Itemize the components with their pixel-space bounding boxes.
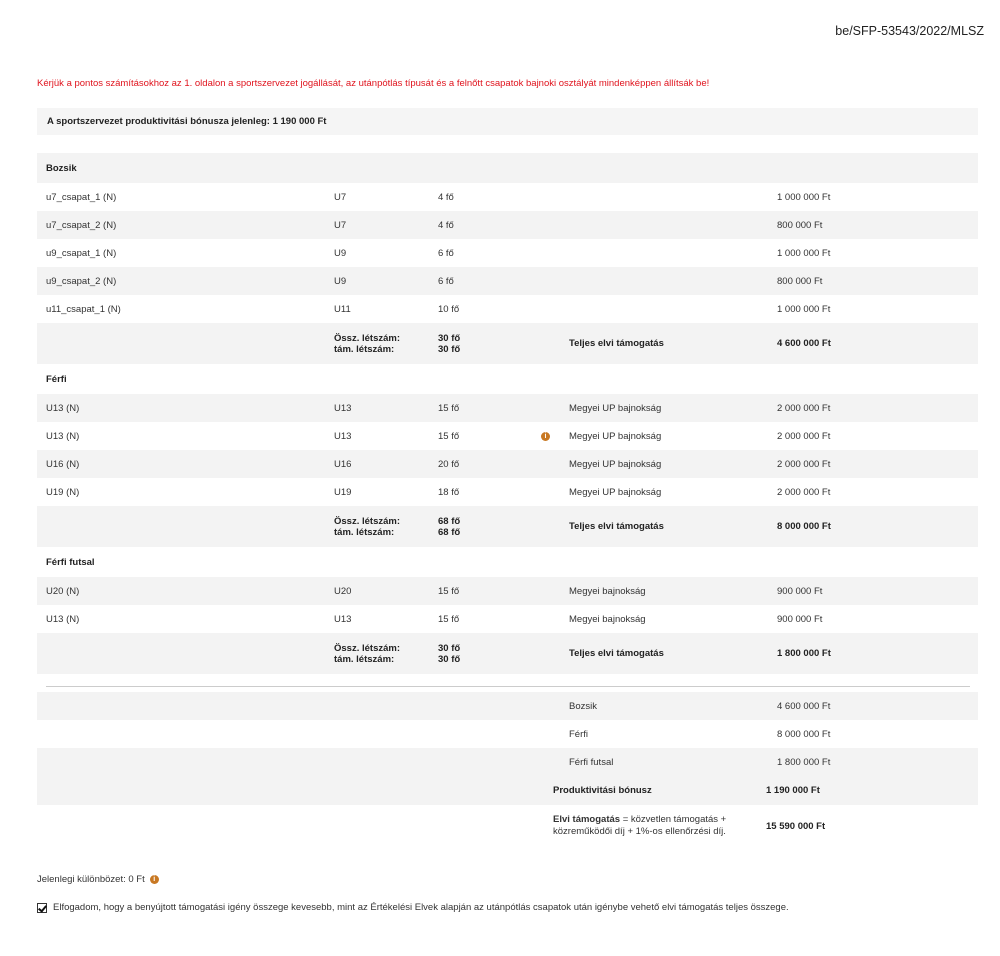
table-row: [37, 239, 978, 267]
table-row: [37, 422, 978, 450]
group-header-row: [37, 153, 978, 183]
total-support-label: Teljes elvi támogatás: [569, 338, 664, 349]
league-name: Megyei UP bajnokság: [569, 458, 662, 470]
supported-headcount: 68 fő: [438, 526, 461, 538]
supported-headcount: 30 fő: [438, 653, 461, 665]
headcount-labels: [334, 633, 400, 674]
current-bonus-bar: A sportszervezet produktivitási bónusza jelenleg: 1 190 000 Ft: [37, 108, 978, 135]
accept-checkbox[interactable]: [37, 903, 47, 913]
league-name: Megyei bajnokság: [569, 585, 646, 597]
document-id: be/SFP-53543/2022/MLSZ: [835, 24, 984, 38]
team-name: u7_csapat_1 (N): [46, 191, 117, 203]
player-count: 20 fő: [438, 458, 460, 470]
table-row: [37, 211, 978, 239]
current-difference: [37, 874, 159, 885]
table-row: [37, 478, 978, 506]
support-amount: 800 000 Ft: [777, 219, 823, 231]
team-name: U13 (N): [46, 430, 80, 442]
group-total-row: [37, 633, 978, 674]
age-group: U11: [334, 303, 351, 315]
supported-headcount-label: tám. létszám:: [334, 653, 395, 665]
group-header-row: [37, 547, 978, 577]
total-support-label: Teljes elvi támogatás: [569, 521, 664, 532]
accept-text: Elfogadom, hogy a benyújtott támogatási igény összege kevesebb, mint az Értékelési Elvek alapján az utánpótlás csapatok után igénybe vehető elvi támogatás teljes összege.: [53, 902, 789, 913]
team-name: u9_csapat_1 (N): [46, 247, 117, 259]
table-row: [37, 577, 978, 605]
settings-warning: Kérjük a pontos számításokhoz az 1. oldalon a sportszervezet jogállását, az utánpótlás típusát és a felnőtt csapatok bajnoki osztályát mindenképpen állítsák be!: [37, 78, 710, 89]
support-amount: 2 000 000 Ft: [777, 458, 831, 470]
age-group: U13: [334, 613, 352, 625]
age-group: U9: [334, 247, 347, 259]
player-count: 15 fő: [438, 402, 460, 414]
league-name: Megyei UP bajnokság: [569, 402, 662, 414]
headcount-labels: [334, 506, 400, 547]
total-headcount: 30 fő: [438, 332, 461, 344]
age-group: U20: [334, 585, 352, 597]
player-count: 15 fő: [438, 585, 460, 597]
group-total-row: [37, 323, 978, 364]
summary-label: Férfi: [569, 728, 588, 740]
player-count: 6 fő: [438, 247, 454, 259]
league-name: Megyei UP bajnokság: [569, 486, 662, 498]
table-row: [37, 267, 978, 295]
team-name: U20 (N): [46, 585, 80, 597]
principle-support-row: [37, 805, 978, 847]
info-icon[interactable]: i: [541, 432, 550, 441]
total-support-label: Teljes elvi támogatás: [569, 648, 664, 659]
age-group: U19: [334, 486, 352, 498]
age-group: U16: [334, 458, 352, 470]
principle-support-formula: [553, 814, 758, 838]
player-count: 10 fő: [438, 303, 460, 315]
table-row: [37, 605, 978, 633]
support-amount: 1 000 000 Ft: [777, 191, 831, 203]
support-amount: 2 000 000 Ft: [777, 402, 831, 414]
total-headcount: 30 fő: [438, 642, 461, 654]
supported-headcount: 30 fő: [438, 343, 461, 355]
headcount-values: [438, 633, 460, 674]
league-name: Megyei bajnokság: [569, 613, 646, 625]
headcount-labels: [334, 323, 400, 364]
summary-row: [37, 692, 978, 720]
group-name: Bozsik: [46, 162, 77, 174]
support-amount: 2 000 000 Ft: [777, 430, 831, 442]
team-name: U19 (N): [46, 486, 80, 498]
summary-row: [37, 720, 978, 748]
difference-text: Jelenlegi különbözet: 0 Ft: [37, 874, 145, 885]
team-name: U13 (N): [46, 613, 80, 625]
player-count: 4 fő: [438, 219, 454, 231]
support-amount: 2 000 000 Ft: [777, 486, 831, 498]
player-count: 6 fő: [438, 275, 454, 287]
team-name: U13 (N): [46, 402, 80, 414]
player-count: 15 fő: [438, 613, 460, 625]
principle-support-definition: = közvetlen támogatás + közreműködői díj + 1%-os ellenőrzési díj.: [553, 814, 727, 837]
summary-value: 4 600 000 Ft: [777, 700, 831, 712]
support-table: [37, 153, 978, 847]
support-amount: 900 000 Ft: [777, 613, 823, 625]
bonus-value: 1 190 000 Ft: [766, 785, 820, 796]
table-row: [37, 394, 978, 422]
headcount-values: [438, 506, 460, 547]
age-group: U13: [334, 402, 352, 414]
support-amount: 800 000 Ft: [777, 275, 823, 287]
age-group: U7: [334, 191, 347, 203]
summary-value: 8 000 000 Ft: [777, 728, 831, 740]
support-amount: 900 000 Ft: [777, 585, 823, 597]
group-total-row: [37, 506, 978, 547]
team-name: U16 (N): [46, 458, 80, 470]
player-count: 4 fő: [438, 191, 454, 203]
summary-value: 1 800 000 Ft: [777, 756, 831, 768]
summary-label: Bozsik: [569, 700, 597, 712]
info-cell: [541, 422, 550, 450]
total-headcount-label: Össz. létszám:: [334, 332, 400, 344]
group-header-row: [37, 364, 978, 394]
total-support-value: 1 800 000 Ft: [777, 648, 831, 659]
headcount-values: [438, 323, 460, 364]
divider: [37, 674, 978, 692]
total-headcount-label: Össz. létszám:: [334, 642, 400, 654]
principle-support-formula-cell: [553, 805, 758, 847]
team-name: u11_csapat_1 (N): [46, 303, 121, 315]
divider-line: [46, 686, 970, 687]
supported-headcount-label: tám. létszám:: [334, 343, 395, 355]
bonus-label: Produktivitási bónusz: [553, 785, 652, 796]
support-amount: 1 000 000 Ft: [777, 303, 831, 315]
team-name: u7_csapat_2 (N): [46, 219, 117, 231]
age-group: U7: [334, 219, 347, 231]
total-headcount: 68 fő: [438, 515, 461, 527]
player-count: 18 fő: [438, 486, 460, 498]
table-row: [37, 183, 978, 211]
total-headcount-label: Össz. létszám:: [334, 515, 400, 527]
support-amount: 1 000 000 Ft: [777, 247, 831, 259]
bonus-row: [37, 776, 978, 805]
league-name: Megyei UP bajnokság: [569, 430, 662, 442]
info-icon[interactable]: i: [150, 875, 159, 884]
table-row: [37, 295, 978, 323]
accept-statement[interactable]: [37, 902, 789, 913]
group-name: Férfi: [46, 373, 67, 385]
supported-headcount-label: tám. létszám:: [334, 526, 395, 538]
principle-support-label: Elvi támogatás: [553, 814, 621, 825]
table-row: [37, 450, 978, 478]
player-count: 15 fő: [438, 430, 460, 442]
group-name: Férfi futsal: [46, 556, 95, 568]
total-support-value: 4 600 000 Ft: [777, 338, 831, 349]
team-name: u9_csapat_2 (N): [46, 275, 117, 287]
age-group: U13: [334, 430, 352, 442]
age-group: U9: [334, 275, 347, 287]
summary-label: Férfi futsal: [569, 756, 614, 768]
principle-support-value: 15 590 000 Ft: [766, 820, 826, 832]
summary-row: [37, 748, 978, 776]
total-support-value: 8 000 000 Ft: [777, 521, 831, 532]
